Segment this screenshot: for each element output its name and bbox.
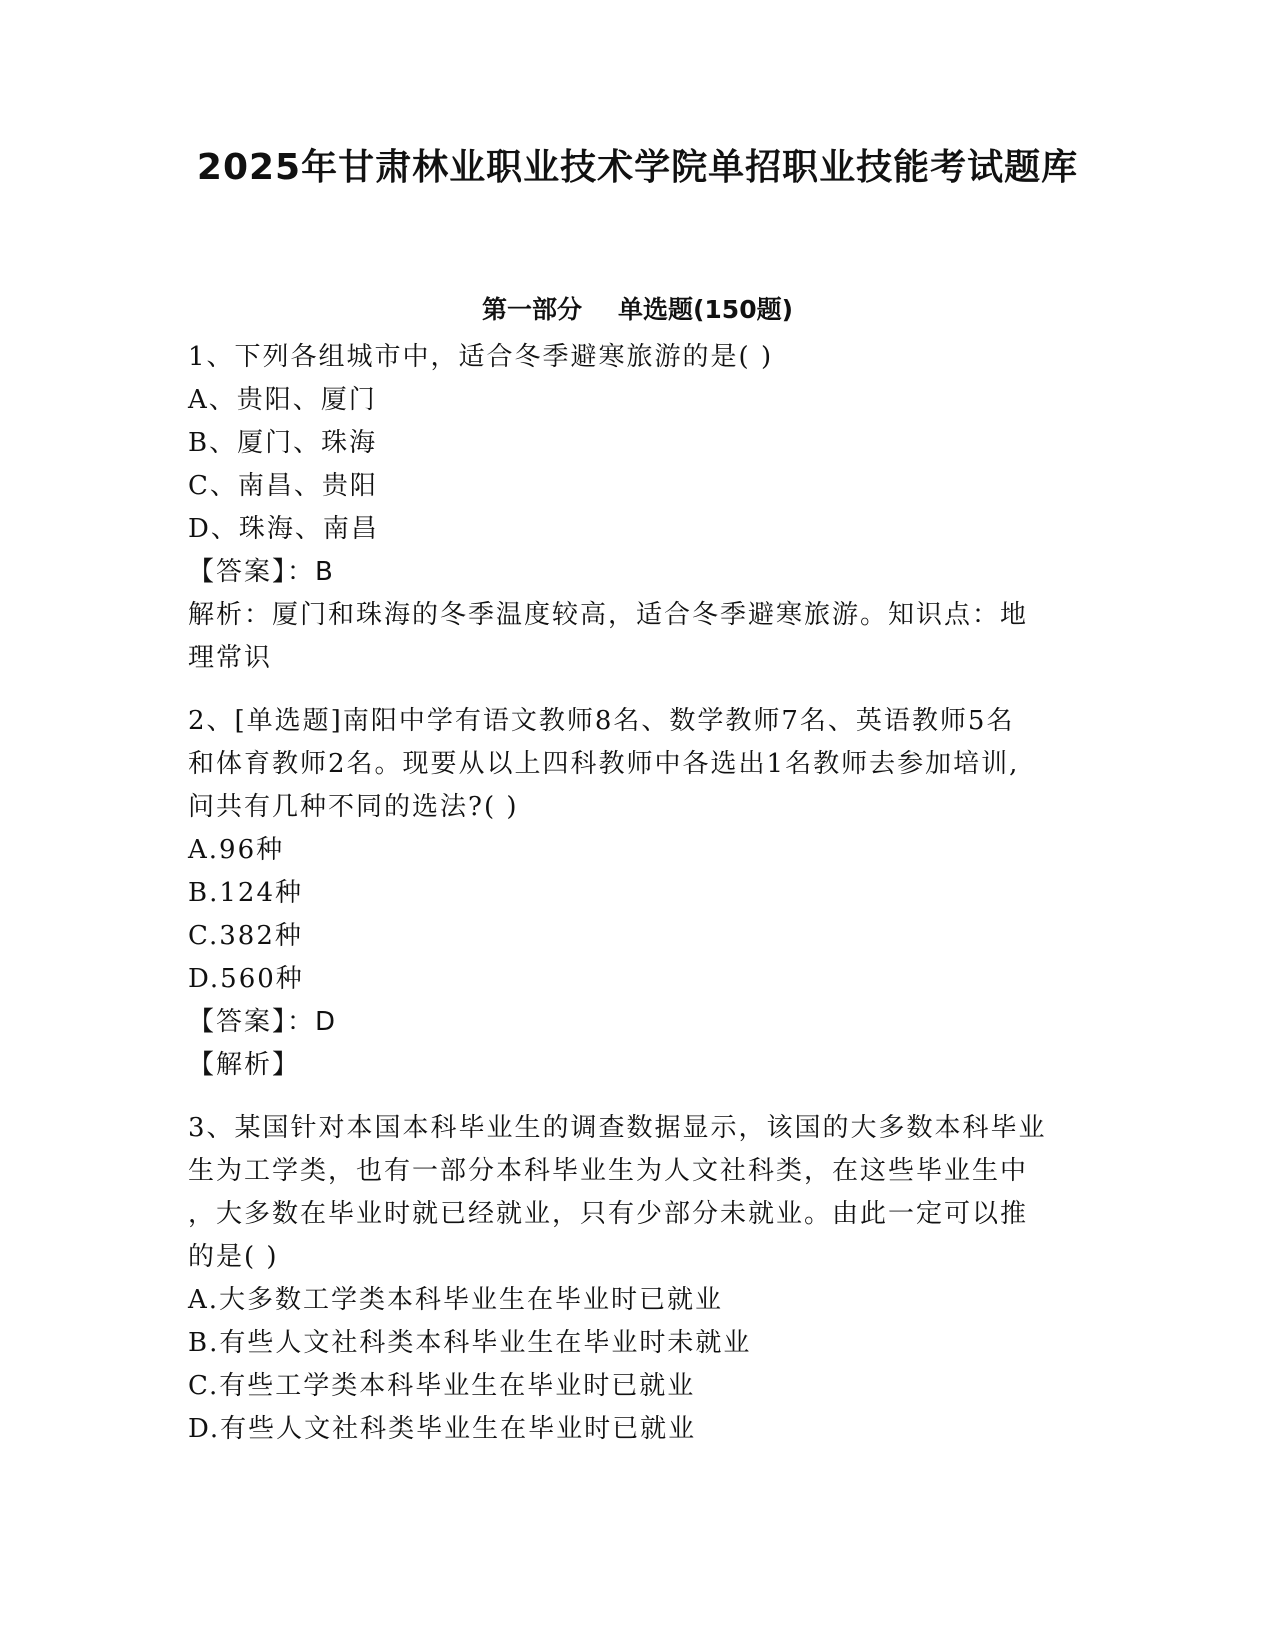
question-stem: 的是( ) (188, 1242, 279, 1272)
question-stem: ，大多数在毕业时就已经就业，只有少部分未就业。由此一定可以推 (188, 1199, 1029, 1229)
option-c: C.有些工学类本科毕业生在毕业时已就业 (188, 1371, 696, 1401)
section-part: 第一部分 (481, 295, 582, 324)
question-stem: 和体育教师2名。现要从以上四科教师中各选出1名教师去参加培训, (188, 749, 1020, 779)
question-list (188, 336, 1088, 1451)
option-d: D.有些人文社科类毕业生在毕业时已就业 (188, 1414, 697, 1444)
document-title: 2025年甘肃林业职业技术学院单招职业技能考试题库 (196, 147, 1079, 188)
question-item (188, 336, 1088, 680)
option-d: D.560种 (188, 964, 304, 994)
analysis-line: 理常识 (188, 643, 273, 673)
question-stem: 3、某国针对本国本科毕业生的调查数据显示，该国的大多数本科毕业 (188, 1113, 1047, 1143)
option-b: B.有些人文社科类本科毕业生在毕业时未就业 (188, 1328, 752, 1358)
analysis-line: 解析：厦门和珠海的冬季温度较高，适合冬季避寒旅游。知识点：地 (188, 600, 1029, 630)
option-b: B.124种 (188, 878, 303, 908)
question-stem: 2、[单选题]南阳中学有语文教师8名、数学教师7名、英语教师5名 (188, 706, 1015, 736)
analysis-line: 【解析】 (188, 1050, 301, 1080)
question-item (188, 1107, 1088, 1451)
section-heading (0, 290, 1275, 330)
option-c: C、南昌、贵阳 (188, 471, 378, 501)
option-a: A、贵阳、厦门 (188, 385, 377, 415)
option-a: A.96种 (188, 835, 285, 865)
question-stem: 1、下列各组城市中，适合冬季避寒旅游的是( ) (188, 342, 774, 372)
section-name: 单选题(150题) (617, 295, 794, 324)
question-stem: 问共有几种不同的选法?( ) (188, 792, 519, 822)
option-b: B、厦门、珠海 (188, 428, 378, 458)
question-item (188, 700, 1088, 1087)
option-a: A.大多数工学类本科毕业生在毕业时已就业 (188, 1285, 724, 1315)
option-d: D、珠海、南昌 (188, 514, 379, 544)
question-stem: 生为工学类，也有一部分本科毕业生为人文社科类，在这些毕业生中 (188, 1156, 1029, 1186)
option-c: C.382种 (188, 921, 303, 951)
answer: 【答案】：B (188, 557, 335, 587)
answer: 【答案】：D (188, 1007, 338, 1037)
